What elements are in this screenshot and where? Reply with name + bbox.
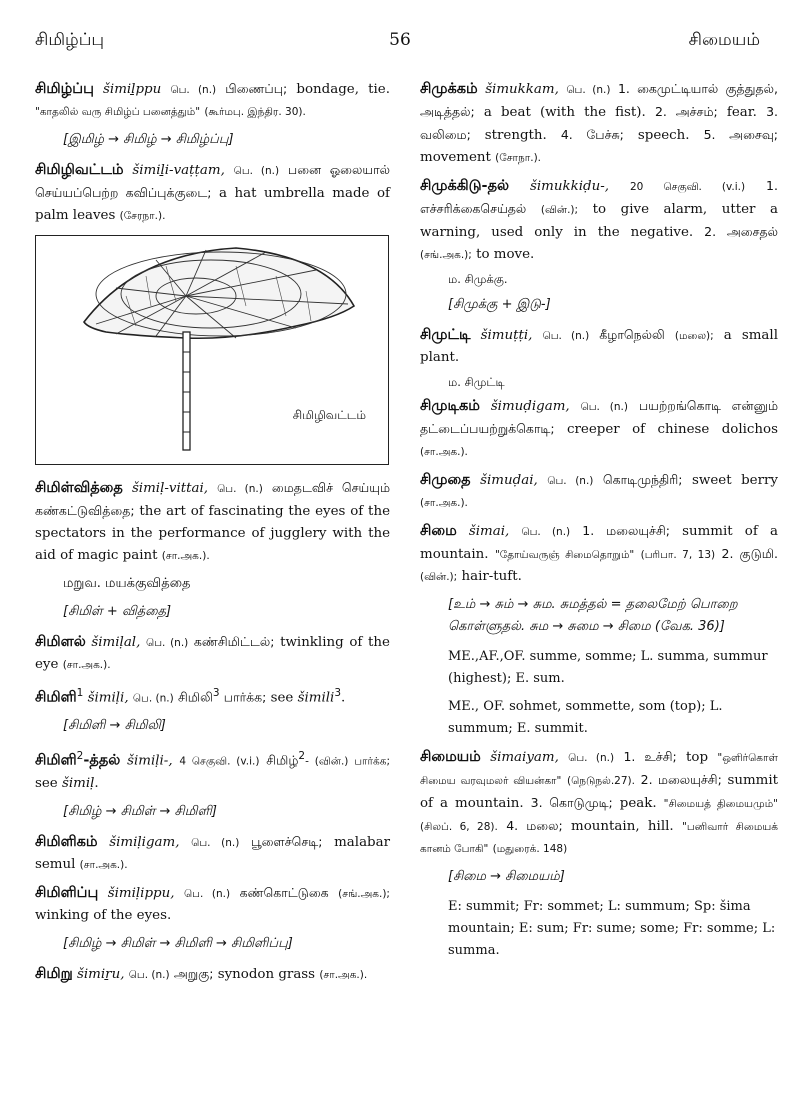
english-2: fear. — [726, 105, 757, 120]
sense-5: 5. அசைவு; — [703, 127, 778, 142]
headword-suffix: -த்தல் — [83, 752, 121, 769]
transliteration: šimiḷi-, — [127, 753, 173, 769]
entry-simukkidu — [420, 175, 778, 266]
entry-simaiyam — [420, 746, 778, 860]
english-gloss: malabar semul — [35, 834, 391, 872]
tamil-gloss: கீழாநெல்லி — [599, 327, 665, 342]
headword: சிமிறு — [35, 965, 73, 982]
entry-simili-vattam — [35, 159, 390, 227]
cognate-note: E: summit; Fr: sommet; L: summum; Sp: šima mountain; E: sum; Fr: sume; some; Fr: somme; L: summa. — [448, 899, 776, 958]
sense-1: 1. கைமுட்டியால் குத்துதல், அடித்தல்; — [420, 81, 779, 119]
english-gloss: winking of the eyes. — [35, 907, 172, 923]
english-1: summit of a mountain. — [420, 524, 778, 562]
english-gloss: sweet berry — [692, 473, 778, 488]
entry-simutti — [420, 324, 778, 369]
part-of-speech: பெ. (n.) — [566, 84, 611, 96]
headword: சிமுக்கிடு-தல் — [420, 178, 510, 194]
english-1: a beat (with the fist). — [483, 105, 646, 120]
entry-simili-2 — [35, 745, 390, 794]
entry-similippu — [35, 882, 390, 927]
part-of-speech: 20 செகுவி. (v.i.) — [629, 181, 746, 193]
entry-simil-vittai — [35, 477, 390, 567]
sense-2: 2. அச்சம்; — [654, 104, 718, 119]
cross-reference: சிமிலி — [177, 689, 213, 705]
source: (சேரநா.). — [119, 210, 166, 222]
source: (கூர்மபு. இந்திர. 30). — [204, 106, 306, 118]
transliteration: šimiḷigam, — [109, 834, 180, 850]
quotation-3: "சிமையத் திமையமும்" — [663, 798, 778, 810]
homonym-number: 3 — [334, 687, 341, 699]
entry-simai — [420, 520, 778, 588]
cross-reference-translit: šimili — [297, 690, 335, 706]
etymology: [சிமிள் + வித்தை] — [63, 604, 172, 619]
sense-2: 2. மலையுச்சி; — [640, 772, 722, 787]
english-gloss: a hat umbrella made of palm leaves — [35, 186, 391, 223]
entry-simudai — [420, 469, 778, 514]
part-of-speech: பெ. (n.) — [128, 968, 170, 981]
transliteration: šimuḍai, — [480, 473, 538, 488]
english-5: movement — [420, 150, 491, 165]
page-number: 56 — [389, 30, 411, 50]
tamil-gloss: மைதடவிச் செய்யும் கண்கட்டுவித்தை; — [35, 480, 390, 518]
see-label: பார்க்க; — [223, 689, 267, 705]
part-of-speech: பெ. (n.) — [217, 483, 263, 495]
headword: சிமுக்கம் — [420, 81, 478, 97]
tamil-gloss: பனை ஓலையால் செய்யப்பெற்ற கவிப்புக்குடை; — [35, 162, 391, 200]
tamil-gloss: கண்கொட்டுகை — [239, 884, 329, 900]
entry-similal — [35, 631, 390, 676]
quotation-1: "ஒளிர்கொள் சிமைய வரவுமலர் வியன்கா" — [420, 752, 778, 787]
part-of-speech: பெ. (n.) — [233, 165, 280, 177]
english-3: strength. — [484, 128, 547, 143]
tamil-gloss: கொடிமுந்திரி; — [602, 472, 683, 487]
umbrella-illustration — [35, 235, 389, 465]
synonym-note: மறுவ. மயக்குவித்தை — [63, 576, 191, 591]
sense-3: 3. கொடுமுடி; — [530, 795, 613, 810]
homonym-number: 2 — [298, 750, 306, 763]
source: (பரிபா. 7, 13) — [640, 549, 716, 561]
entry-similru — [35, 963, 390, 986]
sense-2: 2. குடுமி. — [721, 546, 779, 561]
transliteration: šimiḷi, — [87, 690, 129, 706]
headword: சிமிழ்ப்பு — [35, 81, 94, 97]
sense-1: 1. மலையுச்சி; — [582, 523, 670, 538]
english-gloss: creeper of chinese dolichos — [567, 422, 778, 437]
sense-1: 1. எச்சரிக்கைசெய்தல் — [420, 178, 778, 216]
source-1: (நெடுநல்.27). — [567, 775, 635, 787]
transliteration: šimiḻi-vaṭṭam, — [132, 163, 225, 178]
transliteration: šimaiyam, — [490, 750, 559, 765]
sense-1: 1. உச்சி; — [623, 749, 677, 764]
header-right-guideword: சிமையம் — [688, 30, 760, 50]
source-2: (சங்.அக.); — [420, 249, 472, 261]
source: (சா.அக.). — [420, 446, 468, 458]
headword: சிமிளி — [35, 689, 77, 706]
left-column — [35, 78, 390, 992]
english-1: top — [686, 750, 709, 765]
transliteration: šimuṭṭi, — [480, 328, 533, 343]
headword: சிமையம் — [420, 749, 481, 765]
cross-reference: சிமிழ் — [266, 752, 299, 768]
quotation: "தோய்வருஞ் சிமைதொறும்" — [494, 549, 635, 561]
english-1: to give alarm, utter a warning, used only in the negative. — [420, 202, 778, 240]
headword: சிமுதை — [420, 472, 471, 488]
cognate: ம. சிமுட்டி — [448, 375, 505, 389]
etymology: [உம் → சும் → சும. சுமத்தல் = தலைமேற் பொறை கொள்ளுதல். சும → சுமை → சிமை (வேக. 36)] — [448, 597, 738, 634]
headword: சிமிள்வித்தை — [35, 480, 123, 496]
source-4: (மதுரைக். 148) — [492, 843, 568, 855]
figure-caption: சிமிழிவட்டம் — [292, 408, 366, 422]
entry-simukkam — [420, 78, 778, 169]
sense-2: 2. அசைதல் — [704, 224, 778, 239]
transliteration: šimiḷ-vittai, — [131, 481, 209, 496]
entry-similppu — [35, 78, 390, 123]
transliteration: šimukkam, — [485, 82, 559, 97]
cognate: ம. சிமுக்கு. — [448, 272, 508, 286]
tamil-gloss: பூளைச்செடி; — [251, 833, 323, 849]
punct: . — [94, 775, 99, 791]
etymology: [சிமிழ் → சிமிள் → சிமிளி] — [63, 803, 217, 819]
palm-umbrella-icon — [36, 236, 388, 464]
entry-similigam — [35, 831, 390, 876]
english-3: peak. — [619, 796, 657, 811]
etymology: [சிமிழ் → சிமிள் → சிமிளி → சிமிளிப்பு] — [63, 935, 293, 951]
english-gloss: bondage, tie. — [296, 82, 390, 97]
part-of-speech: பெ. (n.) — [183, 887, 231, 900]
cross-reference-translit: šimiḷ — [62, 775, 95, 791]
part-of-speech: 4 செகுவி. (v.i.) — [179, 755, 260, 768]
quotation-4: "பனிவார் சிமையக் கானம் போகி" — [420, 821, 779, 855]
part-of-speech: பெ. (n.) — [170, 84, 217, 96]
entry-simudigam — [420, 395, 778, 463]
right-column — [420, 78, 778, 968]
headword: சிமிளி — [35, 752, 77, 769]
source: (சங்.அக.); — [338, 887, 390, 900]
source: (சா.அக.). — [420, 497, 468, 509]
source: (சா.அக.). — [161, 550, 210, 562]
source-3: (சிலப். 6, 28). — [420, 821, 498, 833]
etymology: [சிமுக்கு + இடு-] — [448, 297, 551, 312]
headword: சிமை — [420, 523, 457, 539]
english-2: summit of a mountain. — [420, 773, 779, 811]
tamil-gloss: அறுகு; — [173, 965, 214, 981]
sense-3: 3. வலிமை; — [420, 104, 778, 142]
cognate-note-2: ME., OF. sohmet, sommette, som (top); L. summum; E. summit. — [448, 699, 723, 736]
part-of-speech: பெ. (n.) — [146, 637, 189, 649]
headword: சிமிழிவட்டம் — [35, 162, 124, 178]
header-left-guideword: சிமிழ்ப்பு — [35, 30, 105, 50]
tamil-gloss: பயற்றங்கொடி என்னும் தட்டைப்பயற்றுக்கொடி; — [420, 398, 778, 436]
headword: சிமுடிகம் — [420, 398, 480, 414]
part-of-speech: பெ. (n.) — [568, 752, 615, 764]
part-of-speech: பெ. (n.) — [580, 401, 628, 413]
transliteration: šimiṟu, — [77, 966, 125, 982]
english-4: mountain, hill. — [571, 819, 674, 834]
headword: சிமிளிப்பு — [35, 884, 99, 901]
transliteration: šimiḻppu — [103, 82, 162, 97]
source: (மலை); — [674, 330, 714, 342]
english-see: see — [270, 690, 294, 706]
part-of-speech: பெ. (n.) — [191, 836, 240, 849]
punct: . — [341, 690, 346, 706]
english-see: see — [35, 775, 58, 791]
source: (சா.அக.). — [62, 659, 111, 671]
english-4: speech. — [637, 128, 690, 143]
part-of-speech: பெ. (n.) — [132, 692, 174, 705]
part-of-speech: பெ. (n.) — [547, 475, 594, 487]
source: (சோநா.). — [495, 152, 542, 164]
source: (சா.அக.). — [79, 858, 128, 871]
see-label: - (வின்.) பார்க்க; — [305, 755, 390, 768]
etymology: [சிமிளி → சிமிலி] — [63, 718, 166, 734]
source-1: (வின்.); — [540, 204, 579, 216]
transliteration: šimuḍigam, — [490, 399, 570, 414]
english-2: hair-tuft. — [461, 569, 522, 584]
tamil-gloss: கண்சிமிட்டல்; — [193, 634, 275, 649]
source: (சா.அக.). — [319, 968, 368, 981]
sense-4: 4. பேச்சு; — [560, 127, 624, 142]
entry-simili-1 — [35, 682, 390, 709]
part-of-speech: பெ. (n.) — [542, 330, 590, 342]
page-header — [0, 30, 800, 60]
transliteration: šimai, — [468, 524, 510, 539]
homonym-number: 3 — [212, 687, 220, 699]
transliteration: šimiḷippu, — [107, 885, 175, 901]
source-2: (வின்.); — [420, 571, 458, 583]
sense-4: 4. மலை; — [506, 818, 563, 833]
headword: சிமுட்டி — [420, 327, 471, 343]
english-gloss: the art of fascinating the eyes of the spectators in the performance of jugglery with the aid of magic paint — [35, 504, 390, 563]
part-of-speech: பெ. (n.) — [521, 526, 571, 538]
etymology: [சிமை → சிமையம்] — [448, 869, 565, 884]
english-gloss: synodon grass — [217, 966, 316, 982]
etymology: [இமிழ் → சிமிழ் → சிமிழ்ப்பு] — [63, 132, 234, 147]
homonym-number: 1 — [76, 687, 84, 699]
transliteration: šimukkiḍu-, — [530, 179, 609, 194]
headword: சிமிளல் — [35, 634, 86, 650]
tamil-gloss: பிணைப்பு; — [225, 81, 288, 96]
homonym-number: 2 — [76, 750, 84, 763]
english-2: to move. — [476, 247, 535, 262]
headword: சிமிளிகம் — [35, 833, 98, 850]
english-gloss: twinkling of the eye — [35, 635, 390, 672]
cognate-note-1: ME.,AF.,OF. summe, somme; L. summa, summur (highest); E. sum. — [448, 649, 768, 686]
quotation: "காதலில் வரு சிமிழ்ப் பனைத்தும்" — [35, 106, 201, 118]
transliteration: šimiḷal, — [91, 635, 141, 650]
english-gloss: a small plant. — [420, 328, 778, 365]
